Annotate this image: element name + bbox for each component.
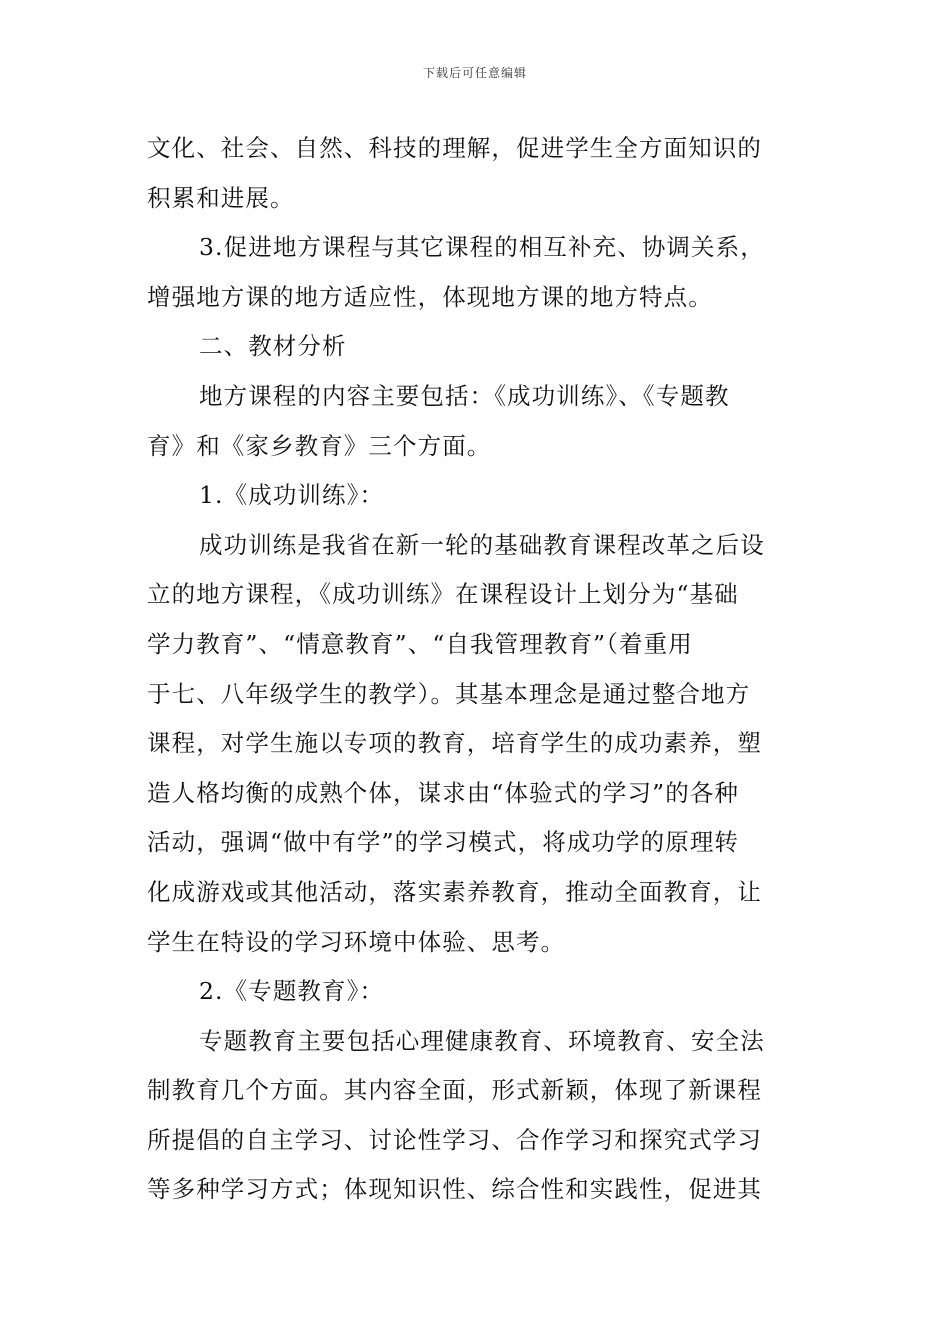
- text-line: 造人格均衡的成熟个体，谋求由“体验式的学习”的各种: [147, 778, 740, 807]
- text-line: 育》和《家乡教育》三个方面。: [147, 431, 492, 460]
- text-line: 文化、社会、自然、科技的理解，促进学生全方面知识的: [147, 134, 762, 162]
- text-line: 2.《专题教育》：: [199, 977, 385, 1006]
- text-line: 二、教材分析: [199, 332, 347, 361]
- text-line: 活动，强调“做中有学”的学习模式，将成功学的原理转: [147, 828, 740, 857]
- download-note: 下载后可任意编辑: [422, 66, 527, 80]
- text-line: 化成游戏或其他活动，落实素养教育，推动全面教育，让: [147, 877, 762, 906]
- text-line: 专题教育主要包括心理健康教育、环境教育、安全法: [199, 1026, 765, 1055]
- text-line: 1.《成功训练》：: [199, 481, 385, 510]
- text-line: 课程，对学生施以专项的教育，培育学生的成功素养，塑: [147, 729, 762, 758]
- body-text: [147, 124, 807, 1215]
- text-line: 学生在特设的学习环境中体验、思考。: [147, 927, 566, 956]
- text-line: 学力教育”、“情意教育”、“自我管理教育”（着重用: [147, 629, 693, 658]
- text-line: 等多种学习方式；体现知识性、综合性和实践性，促进其: [147, 1175, 762, 1204]
- text-line: 增强地方课的地方适应性，体现地方课的地方特点。: [147, 282, 713, 311]
- text-line: 积累和进展。: [147, 183, 295, 212]
- text-line: 所提倡的自主学习、讨论性学习、合作学习和探究式学习: [147, 1125, 762, 1154]
- text-line: 地方课程的内容主要包括：《成功训练》、《专题教: [199, 381, 730, 410]
- text-line: 3.促进地方课程与其它课程的相互补充、协调关系，: [199, 233, 765, 262]
- text-line: 于七、八年级学生的教学）。其基本理念是通过整合地方: [147, 679, 751, 708]
- text-line: 立的地方课程，《成功训练》在课程设计上划分为“基础: [147, 580, 739, 609]
- text-line: 成功训练是我省在新一轮的基础教育课程改革之后设: [199, 530, 765, 559]
- text-line: 制教育几个方面。其内容全面，形式新颖，体现了新课程: [147, 1076, 762, 1105]
